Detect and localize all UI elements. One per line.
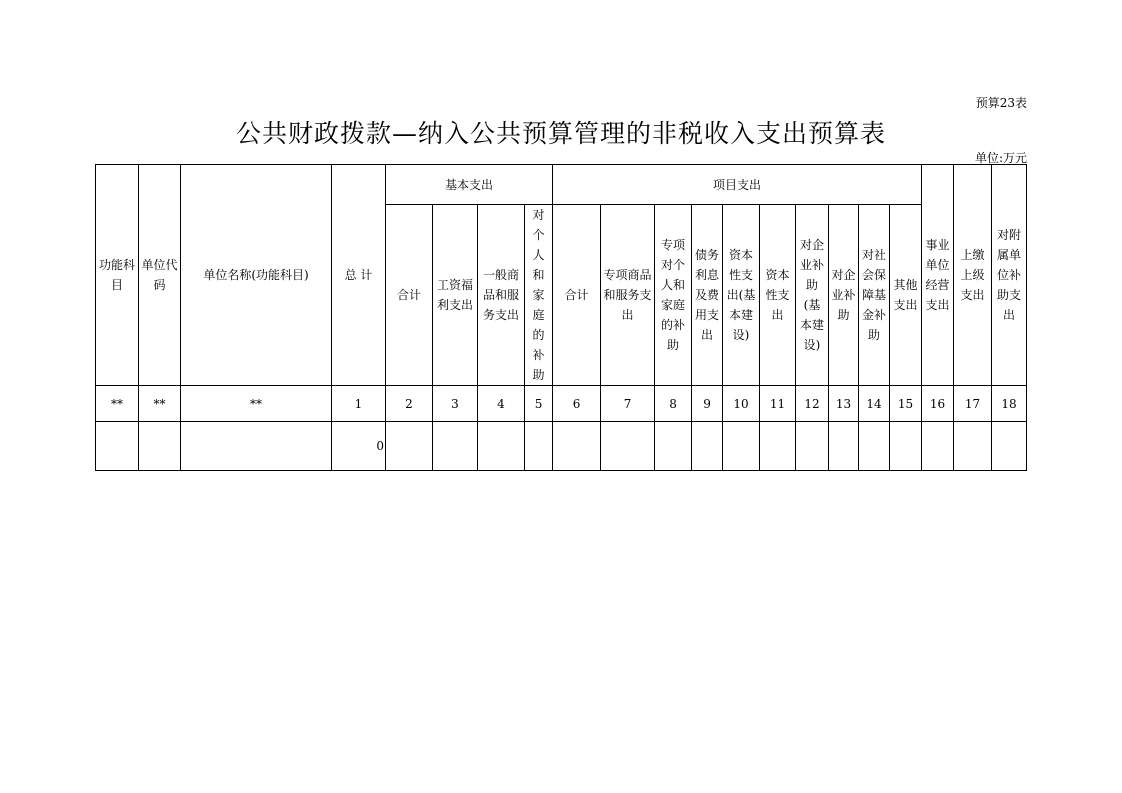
- number-cell: 11: [760, 386, 796, 422]
- table-cell: [922, 422, 954, 471]
- table-cell: [601, 422, 655, 471]
- table-cell: [829, 422, 859, 471]
- header-col-8: 专项对个人和家庭的补助: [655, 205, 692, 386]
- column-number-row: [96, 386, 1027, 422]
- header-col-13: 对企业补助: [829, 205, 859, 386]
- number-cell: 4: [478, 386, 525, 422]
- number-cell: 10: [723, 386, 760, 422]
- number-cell: 6: [553, 386, 601, 422]
- table-cell: [553, 422, 601, 471]
- number-cell: 15: [890, 386, 922, 422]
- table-cell: [433, 422, 478, 471]
- header-col-9: 债务利息及费用支出: [692, 205, 723, 386]
- table-cell: [181, 422, 332, 471]
- header-col-14: 对社会保障基金补助: [859, 205, 890, 386]
- header-col-16: 事业单位经营支出: [922, 165, 954, 386]
- table-cell: [890, 422, 922, 471]
- table-cell: [992, 422, 1027, 471]
- header-col-11: 资本性支出: [760, 205, 796, 386]
- header-basic-expenditure: 基本支出: [386, 165, 553, 205]
- number-cell: 2: [386, 386, 433, 422]
- table-cell: [723, 422, 760, 471]
- number-cell: **: [139, 386, 181, 422]
- header-col-12: 对企业补助(基本建设): [796, 205, 829, 386]
- number-cell: 14: [859, 386, 890, 422]
- table-cell: [859, 422, 890, 471]
- table-cell: [478, 422, 525, 471]
- table-row: [96, 422, 1027, 471]
- header-unit-name: 单位名称(功能科目): [181, 165, 332, 386]
- number-cell: 16: [922, 386, 954, 422]
- header-func-subject: 功能科目: [96, 165, 139, 386]
- header-total: 总 计: [332, 165, 386, 386]
- table-cell: [692, 422, 723, 471]
- header-col-18: 对附属单位补助支出: [992, 165, 1027, 386]
- header-col-6: 合计: [553, 205, 601, 386]
- number-cell: **: [181, 386, 332, 422]
- header-col-4: 一般商品和服务支出: [478, 205, 525, 386]
- table-cell: [525, 422, 553, 471]
- header-unit-code: 单位代码: [139, 165, 181, 386]
- number-cell: 7: [601, 386, 655, 422]
- table-cell: [386, 422, 433, 471]
- header-col-17: 上缴上级支出: [954, 165, 992, 386]
- number-cell: **: [96, 386, 139, 422]
- header-col-15: 其他支出: [890, 205, 922, 386]
- table-cell: [760, 422, 796, 471]
- number-cell: 18: [992, 386, 1027, 422]
- table-cell: [655, 422, 692, 471]
- number-cell: 3: [433, 386, 478, 422]
- number-cell: 8: [655, 386, 692, 422]
- header-col-5: 对个人和家庭的补助: [525, 205, 553, 386]
- table-cell: [954, 422, 992, 471]
- number-cell: 1: [332, 386, 386, 422]
- number-cell: 17: [954, 386, 992, 422]
- table-cell: [796, 422, 829, 471]
- budget-table: [95, 164, 1027, 471]
- header-col-10: 资本性支出(基本建设): [723, 205, 760, 386]
- header-col-7: 专项商品和服务支出: [601, 205, 655, 386]
- header-col-3: 工资福利支出: [433, 205, 478, 386]
- form-number: 预算23表: [975, 96, 1027, 110]
- number-cell: 9: [692, 386, 723, 422]
- header-project-expenditure: 项目支出: [553, 165, 922, 205]
- number-cell: 12: [796, 386, 829, 422]
- unit-label: 单位:万元: [974, 151, 1027, 165]
- page-title: 公共财政拨款—纳入公共预算管理的非税收入支出预算表: [235, 119, 886, 148]
- total-cell: 0: [332, 422, 386, 471]
- number-cell: 13: [829, 386, 859, 422]
- number-cell: 5: [525, 386, 553, 422]
- table-cell: [96, 422, 139, 471]
- table-cell: [139, 422, 181, 471]
- header-row-group: [96, 165, 1027, 205]
- header-col-2: 合计: [386, 205, 433, 386]
